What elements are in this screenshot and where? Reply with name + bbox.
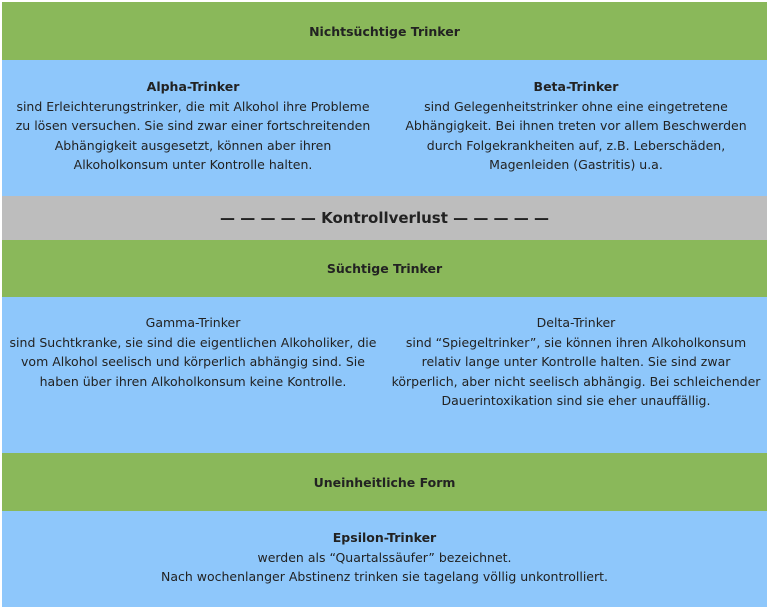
beta-drinker-title: Beta-Trinker: [533, 79, 619, 94]
panel-non-addicted: [2, 60, 767, 196]
delta-drinker-text: sind “Spiegeltrinker”, sie können ihren Alkoholkonsum relativ lange unter Kontrolle halten. Sie sind zwar körperlich, aber nicht seelisch abhängig. Bei schleichender Dauerintoxikation sind sie eher unauffällig.: [391, 334, 761, 408]
panel-inconsistent: [2, 511, 767, 607]
gamma-drinker-title: Gamma-Trinker: [145, 315, 241, 330]
loss-of-control-divider: [2, 196, 767, 240]
epsilon-drinker-line-2: Nach wochenlanger Abstinenz trinken sie tagelang völlig unkontrolliert.: [160, 569, 609, 584]
alpha-drinker-text: sind Erleichterungstrinker, die mit Alkohol ihre Probleme zu lösen versuchen. Sie sind zwar einer fortschreitenden Abhängigkeit ausgesetzt, können aber ihren Alkoholkonsum unter Kontrolle halten.: [15, 98, 371, 172]
epsilon-drinker-title: Epsilon-Trinker: [332, 530, 437, 545]
header-label: Nichtsüchtige Trinker: [309, 23, 460, 39]
gamma-drinker-text: sind Suchtkranke, sie sind die eigentlichen Alkoholiker, die vom Alkohol seelisch und körperlich abhängig sind. Sie haben über ihren Alkoholkonsum keine Kontrolle.: [9, 334, 377, 389]
header-label: Süchtige Trinker: [326, 261, 443, 276]
loss-of-control-label: — — — — — Kontrollverlust — — — — —: [220, 209, 549, 227]
delta-drinker-block: [391, 313, 761, 453]
header-inconsistent-form: [2, 453, 767, 511]
beta-drinker-block: [391, 77, 761, 196]
gamma-drinker-block: [8, 313, 378, 453]
epsilon-drinker-line-1: werden als “Quartalssäufer” bezeichnet.: [257, 549, 512, 565]
header-label: Uneinheitliche Form: [313, 474, 456, 490]
alpha-drinker-title: Alpha-Trinker: [146, 79, 240, 94]
alpha-drinker-block: [8, 77, 378, 196]
beta-drinker-text: sind Gelegenheitstrinker ohne eine eingetretene Abhängigkeit. Bei ihnen treten vor allem Beschwerden durch Folgekrankheiten auf, z.B. Leberschäden, Magenleiden (Gastritis) u.a.: [405, 98, 747, 172]
delta-drinker-title: Delta-Trinker: [536, 315, 616, 330]
header-addicted-drinkers: [2, 240, 767, 297]
header-non-addicted-drinkers: [2, 2, 767, 60]
panel-addicted: [2, 297, 767, 453]
